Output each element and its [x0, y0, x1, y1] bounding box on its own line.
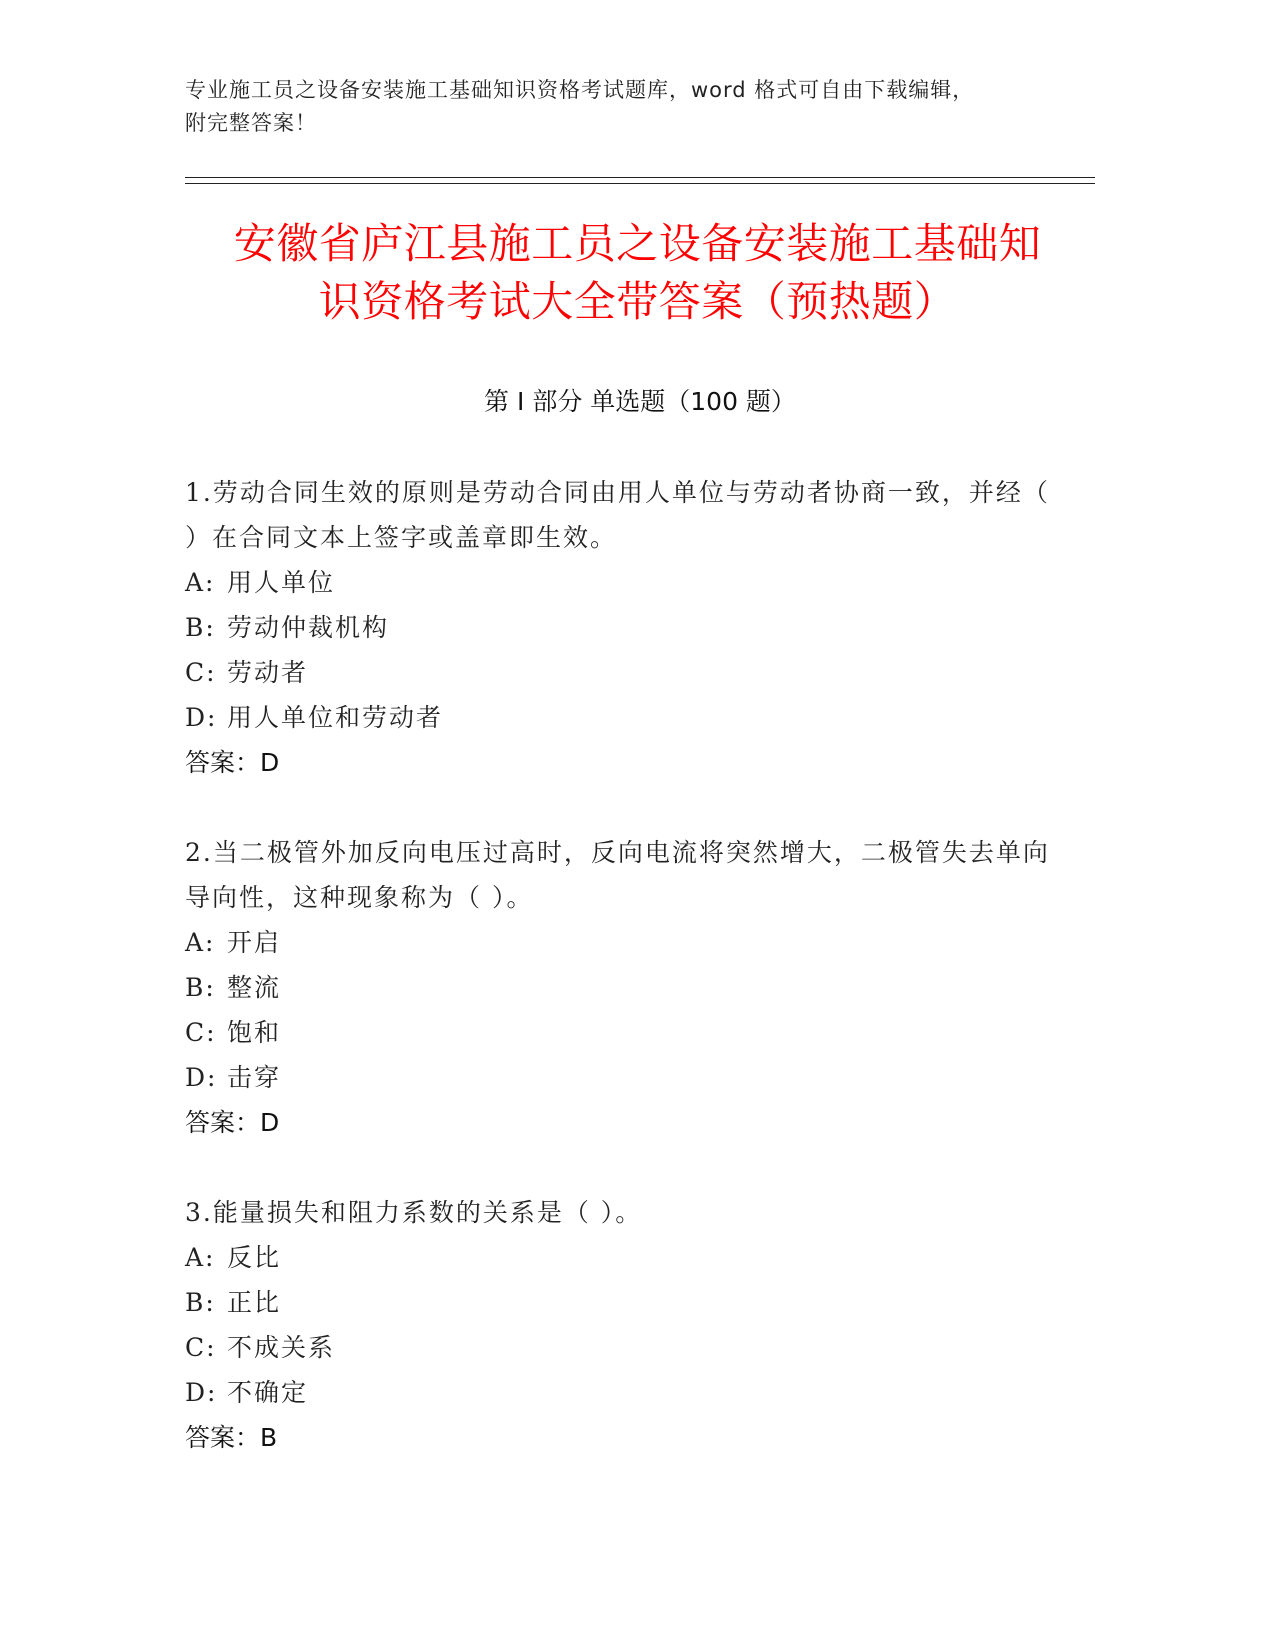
option-key: C: — [185, 1018, 217, 1047]
option-text: 击穿 — [227, 1063, 282, 1092]
option-key: B: — [185, 1288, 216, 1317]
option-text: 用人单位和劳动者 — [227, 703, 444, 732]
header-note-line2: 附完整答案！ — [185, 111, 317, 135]
question-answer: 答案：D — [185, 1108, 280, 1137]
option-key: B: — [185, 613, 216, 642]
option-text: 劳动仲裁机构 — [227, 613, 390, 642]
option-text: 不成关系 — [227, 1333, 336, 1362]
option-key: B: — [185, 973, 216, 1002]
option-d — [185, 1055, 1065, 1100]
question-list — [185, 470, 1065, 1505]
document-title — [130, 215, 1145, 331]
option-key: D: — [185, 703, 218, 732]
option-key: A: — [185, 1243, 216, 1272]
option-text: 劳动者 — [227, 658, 309, 687]
question-item — [185, 470, 1065, 785]
option-text: 正比 — [227, 1288, 282, 1317]
question-stem: 2.当二极管外加反向电压过高时，反向电流将突然增大，二极管失去单向导向性，这种现象称为（ ）。 — [185, 838, 1050, 912]
option-text: 反比 — [227, 1243, 282, 1272]
question-answer: 答案：D — [185, 748, 280, 777]
option-c — [185, 1010, 1065, 1055]
option-a — [185, 1235, 1065, 1280]
option-key: C: — [185, 1333, 217, 1362]
question-item — [185, 830, 1065, 1145]
header-rule-top — [185, 177, 1095, 178]
option-text: 不确定 — [227, 1378, 309, 1407]
option-key: D: — [185, 1063, 218, 1092]
question-answer: 答案：B — [185, 1423, 278, 1452]
document-title-line2: 识资格考试大全带答案（预热题） — [318, 277, 957, 326]
option-b — [185, 1280, 1065, 1325]
question-stem: 1.劳动合同生效的原则是劳动合同由用人单位与劳动者协商一致，并经（ ）在合同文本上签字或盖章即生效。 — [185, 478, 1050, 552]
document-title-line1: 安徽省庐江县施工员之设备安装施工基础知 — [233, 219, 1042, 268]
option-b — [185, 605, 1065, 650]
option-key: A: — [185, 928, 216, 957]
question-item — [185, 1190, 1065, 1460]
option-key: D: — [185, 1378, 218, 1407]
option-a — [185, 920, 1065, 965]
option-key: A: — [185, 568, 216, 597]
option-text: 开启 — [227, 928, 282, 957]
section-heading: 第 I 部分 单选题（100 题） — [484, 387, 796, 416]
option-c — [185, 650, 1065, 695]
header-rule-bottom — [185, 183, 1095, 184]
option-text: 整流 — [227, 973, 282, 1002]
option-key: C: — [185, 658, 217, 687]
option-a — [185, 560, 1065, 605]
header-note — [185, 74, 1065, 140]
header-note-line1: 专业施工员之设备安装施工基础知识资格考试题库，word 格式可自由下载编辑， — [185, 78, 975, 102]
option-d — [185, 695, 1065, 740]
option-d — [185, 1370, 1065, 1415]
option-text: 用人单位 — [227, 568, 336, 597]
option-text: 饱和 — [227, 1018, 282, 1047]
option-b — [185, 965, 1065, 1010]
option-c — [185, 1325, 1065, 1370]
question-stem: 3.能量损失和阻力系数的关系是（ ）。 — [185, 1198, 643, 1227]
